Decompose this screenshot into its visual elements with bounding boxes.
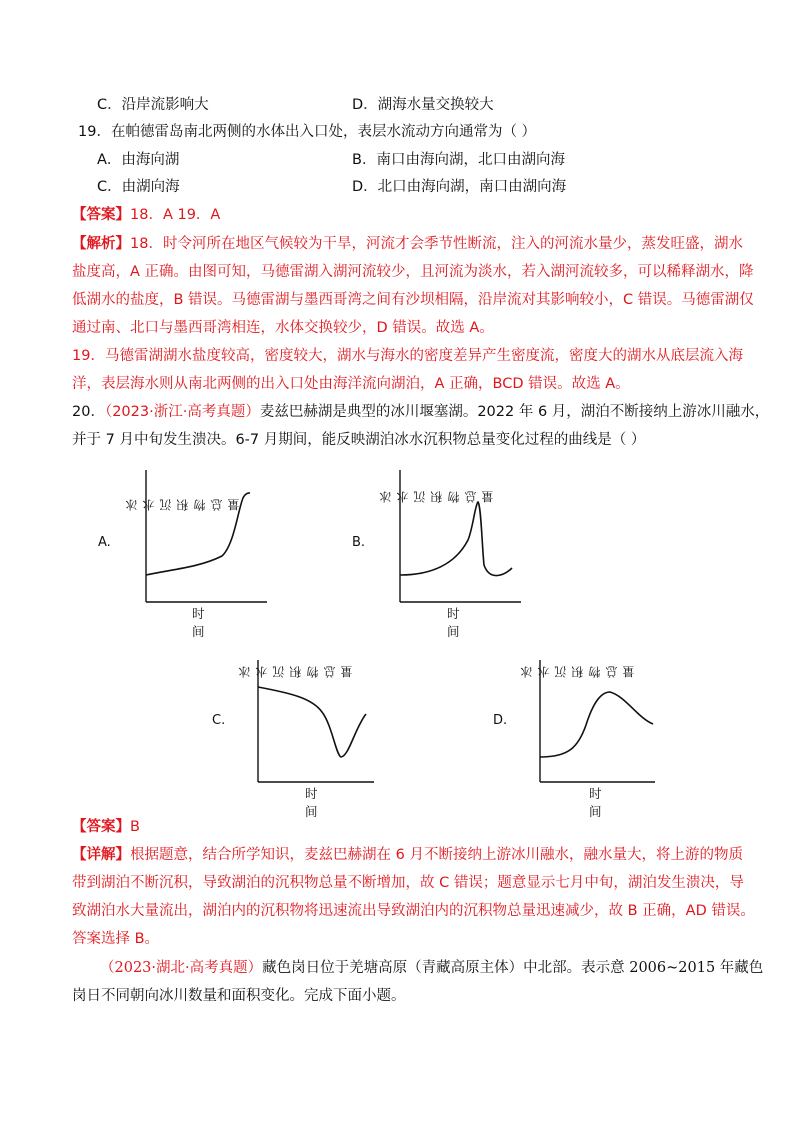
answer-20 [72,817,140,837]
graph-b-ylabel: 冰水沉积物总量 [379,490,495,503]
question-20-number: 20． [72,404,105,420]
answer-text: 18．A 19．A [130,207,221,223]
graph-c-ylabel: 冰水沉积物总量 [238,665,354,678]
option-19b: B．南口由海向湖，北口由湖向海 [352,152,565,168]
analysis-text-1: 18．时令河所在地区气候较为干旱，河流才会季节性断流，注入的河流水量少，蒸发旺盛，湖水 [130,236,743,252]
option-19d: D．北口由海向湖，南口由湖向海 [352,179,567,195]
option-19c: C．由湖向海 [97,179,180,195]
graph-a-xlabel: 时间 [192,606,205,639]
graph-c-label: C. [212,713,226,728]
detail-text-1: 根据题意，结合所学知识，麦兹巴赫湖在 6 月不断接纳上游冰川融水，融水量大，将上游的物质 [130,847,743,863]
graph-d-curve [540,692,653,757]
option-18d: D．湖海水量交换较大 [352,97,494,113]
analysis-tag: 【解析】 [72,236,130,252]
next-intro-text-1: 藏色岗日位于羌塘高原（青藏高原主体）中北部。表示意 2006~2015 年藏色 [262,960,764,976]
detail-line-3: 致湖泊水大量流出，湖泊内的沉积物将迅速流出导致湖泊内的沉积物总量迅速减少，故 B 正确，AD 错误。 [72,903,755,919]
question-19-stem: 19．在帕德雷岛南北两侧的水体出入口处，表层水流动方向通常为（ ） [78,124,537,140]
graph-a-label: A. [98,535,111,550]
next-intro-source: （2023·湖北·高考真题） [100,960,263,976]
graph-d-xlabel: 时间 [589,786,602,819]
graph-d-ylabel: 冰水沉积物总量 [520,665,636,678]
question-20-source: （2023·浙江·高考真题） [104,404,260,420]
analysis-line-5: 19．马德雷湖湖水盐度较高，密度较大，湖水与海水的密度差异产生密度流，密度大的湖水从底层流入海 [72,348,743,364]
graph-b-label: B. [352,535,366,550]
analysis-line-3: 低湖水的盐度，B 错误。马德雷湖与墨西哥湾之间有沙坝相隔，沿岸流对其影响较小，C 错误。马德雷湖仅 [72,292,754,308]
graph-d-label: D. [493,713,508,728]
graph-c-xlabel: 时间 [305,786,318,819]
answer-tag: 【答案】 [72,207,130,223]
graph-b-xlabel: 时间 [447,606,460,639]
detail-line-2: 带到湖泊不断沉积，导致湖泊的沉积物总量不断增加，故 C 错误；题意显示七月中旬，湖泊发生溃决，导 [72,875,744,891]
analysis-line-6: 洋，表层海水则从南北两侧的出入口处由海洋流向湖泊，A 正确，BCD 错误。故选 A。 [72,376,630,392]
answer-20-tag: 【答案】 [72,819,130,835]
option-19a: A．由海向湖 [97,152,180,168]
next-intro-line-1 [100,958,763,978]
detail-tag: 【详解】 [72,847,130,863]
graph-a-ylabel: 冰水沉积物总量 [125,498,241,511]
question-20-stem-line-2: 并于 7 月中旬发生溃决。6-7 月期间，能反映湖泊冰水沉积物总量变化过程的曲线是（ ） [72,432,646,448]
answer-20-text: B [130,819,140,835]
analysis-line-4: 通过南、北口与墨西哥湾相连，水体交换较少，D 错误。故选 A。 [72,320,494,336]
question-20-stem-text: 麦兹巴赫湖是典型的冰川堰塞湖。2022 年 6 月，湖泊不断接纳上游冰川融水， [259,404,770,420]
option-18c: C．沿岸流影响大 [97,97,209,113]
detail-line-4: 答案选择 B。 [72,931,160,947]
detail-line-1 [72,845,743,865]
next-intro-line-2: 岗日不同朝向冰川数量和面积变化。完成下面小题。 [72,988,406,1004]
analysis-line-2: 盐度高，A 正确。由图可知，马德雷湖入湖河流较少，且河流为淡水，若入湖河流较多，可以稀释湖水，降 [72,264,754,280]
